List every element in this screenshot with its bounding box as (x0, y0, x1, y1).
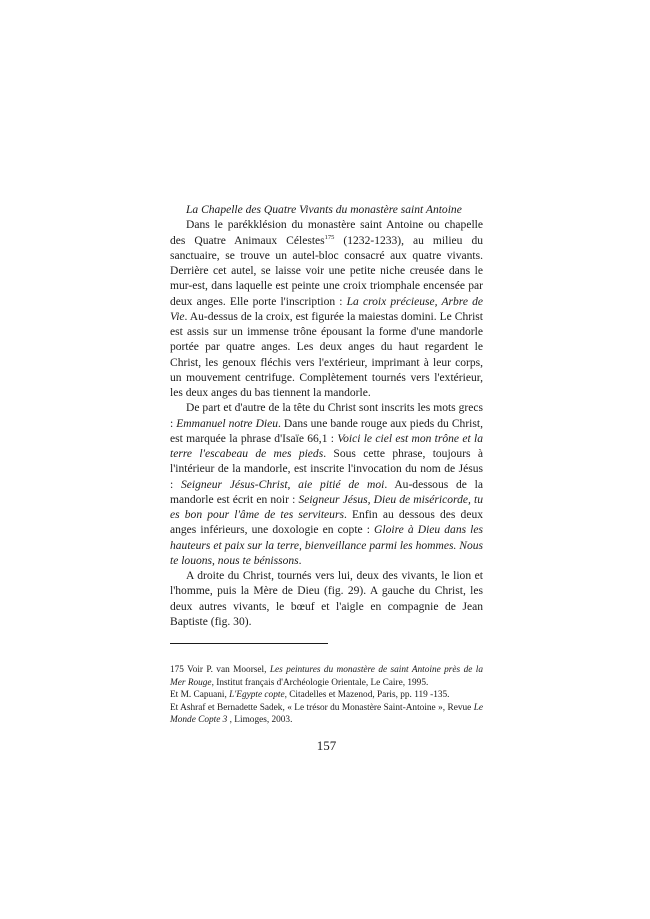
inscription-doxology: Gloire à Dieu dans les hauteurs et paix sur la terre, bienveillance parmi les hommes. Nous te louons, nous te bénissons (170, 524, 484, 567)
section-title: La Chapelle des Quatre Vivants du monastère saint Antoine (186, 204, 462, 216)
footnote-2-text-b: , Citadelles et Mazenod, Paris, pp. 119 -135. (284, 690, 450, 701)
paragraph-2-text-e: . Enfin au dessous des deux anges inférieurs, une doxologie en copte : (170, 509, 483, 537)
page-number: 157 (316, 738, 337, 753)
inscription-mercy: Seigneur Jésus, Dieu de miséricorde, tu es bon pour l'âme de tes serviteurs (170, 493, 483, 521)
footnote-1-text-b: , Institut français d'Archéologie Orientale, Le Caire, 1995. (211, 677, 429, 688)
paragraph-1 (170, 218, 483, 401)
footnote-divider (170, 643, 328, 644)
inscription-invocation: Seigneur Jésus-Christ, aie pitié de moi (180, 478, 385, 491)
footnotes (170, 664, 483, 727)
paragraph-1-text-b: (1232-1233), au milieu du sanctuaire, se trouve un autel-bloc consacré aux quatre vivants. Derrière cet autel, se laisse voir une petite niche creusée dans le mur-est, dans laquelle est peinte une croix triomphale encensée par deux anges. Elle porte l'inscription : (170, 234, 483, 308)
paragraph-3: A droite du Christ, tournés vers lui, deux des vivants, le lion et l'homme, puis la Mère de Dieu (fig. 29). A gauche du Christ, les deux autres vivants, le bœuf et l'aigle en compagnie de Jean Baptiste (fig. 30). (170, 570, 483, 628)
footnote-ref-175: 175 (324, 233, 335, 241)
main-text (170, 203, 483, 630)
footnote-capuani (170, 689, 483, 702)
paragraph-1-text-a: Dans le parékklésion du monastère saint Antoine ou chapelle des Quatre Animaux Célestes (170, 219, 483, 247)
paragraph-2-text-c: . Sous cette phrase, toujours à l'intérieur de la mandorle, est inscrite l'invocation du nom de Jésus : (170, 448, 484, 491)
footnote-2-title: L'Egypte copte (229, 690, 285, 701)
footnote-2-text-a: Et M. Capuani, (170, 690, 230, 701)
paragraph-2-text-b: . Dans une bande rouge aux pieds du Christ, est marquée la phrase d'Isaïe 66,1 : (170, 417, 483, 445)
footnote-3-text-b: , Limoges, 2003. (227, 715, 293, 726)
paragraph-2-text-a: De part et d'autre de la tête du Christ sont inscrits les mots grecs : (170, 402, 483, 430)
paragraph-2 (170, 401, 483, 569)
paragraph-2-text-f: . (298, 554, 302, 567)
inscription-emmanuel: Emmanuel notre Dieu (176, 417, 279, 430)
footnote-3-text-a: Et Ashraf et Bernadette Sadek, « Le trésor du Monastère Saint-Antoine », Revue (170, 702, 474, 713)
footnote-sadek (170, 702, 483, 727)
inscription-cross: La croix précieuse, Arbre de Vie (170, 295, 483, 323)
paragraph-2-text-d: . Au-dessous de la mandorle est écrit en noir : (170, 478, 483, 506)
footnote-1-title: Les peintures du monastère de saint Antoine près de la Mer Rouge (170, 665, 483, 688)
footnote-1-text-a: 175 Voir P. van Moorsel, (170, 665, 270, 675)
inscription-isaiah: Voici le ciel est mon trône et la terre l'escabeau de mes pieds (170, 432, 483, 460)
footnote-3-title: Le Monde Copte 3 (170, 702, 483, 726)
footnote-175 (170, 664, 483, 689)
paragraph-1-text-c: . Au-dessus de la croix, est figurée la maiestas domini. Le Christ est assis sur un immense trône épousant la forme d'une mandorle portée par quatre anges. Les deux anges du haut regardent le Christ, les genoux fléchis vers l'extérieur, imprimant à leur corps, un mouvement centrifuge. Complètement tournés vers l'extérieur, les deux anges du bas tiennent la mandorle. (170, 310, 483, 399)
